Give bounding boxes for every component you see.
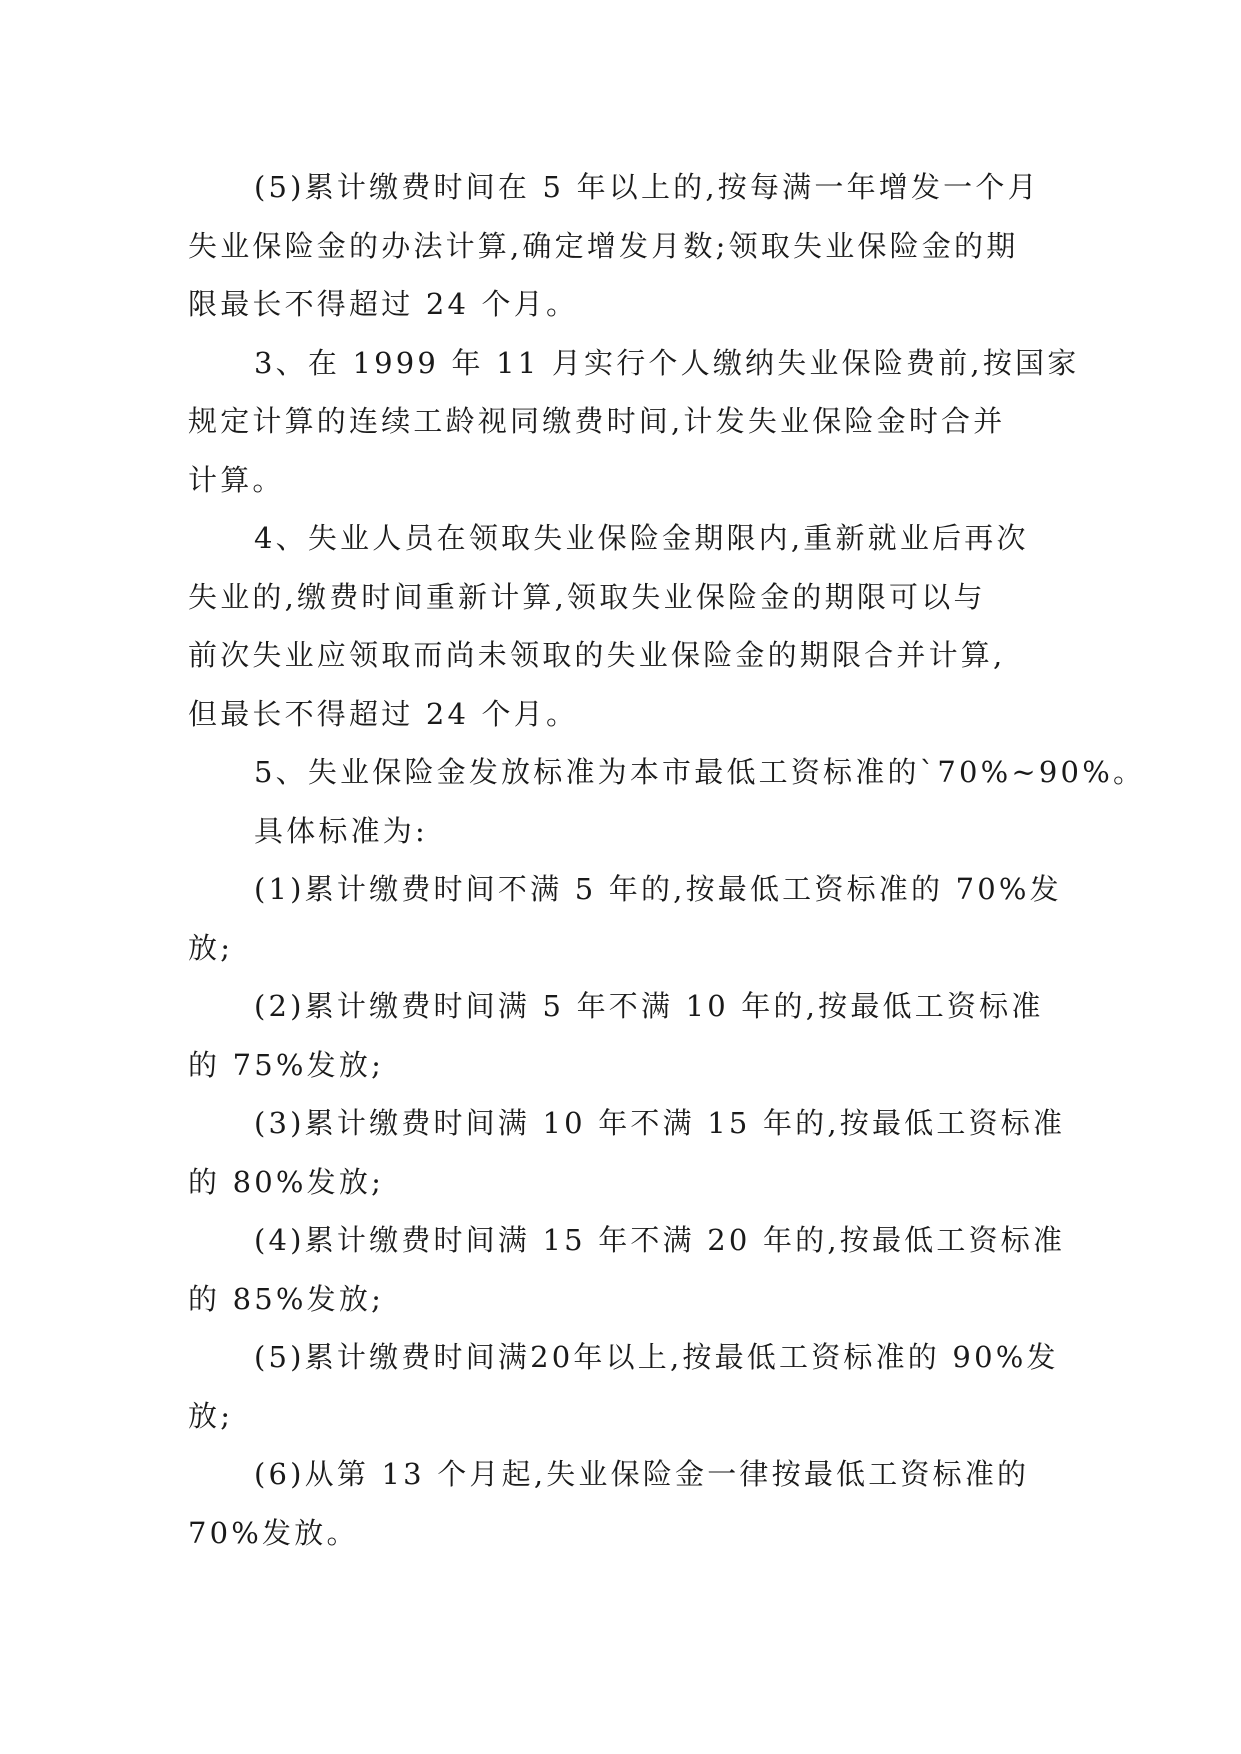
text-line: 计算。 <box>188 462 285 497</box>
text-line: 放; <box>188 930 234 965</box>
document-body <box>188 158 1146 1562</box>
text-line: (5)累计缴费时间满20年以上,按最低工资标准的 90%发 <box>254 1340 1059 1374</box>
text-line: 但最长不得超过 24 个月。 <box>188 696 579 731</box>
text-line: (4)累计缴费时间满 15 年不满 20 年的,按最低工资标准 <box>254 1223 1066 1257</box>
text-line: 失业的,缴费时间重新计算,领取失业保险金的期限可以与 <box>188 579 986 614</box>
text-line: 的 85%发放; <box>188 1281 385 1316</box>
text-line: (3)累计缴费时间满 10 年不满 15 年的,按最低工资标准 <box>254 1106 1066 1140</box>
text-line: 5、失业保险金发放标准为本市最低工资标准的`70%~90%。 <box>254 755 1146 789</box>
text-line: 放; <box>188 1398 234 1433</box>
text-line: 的 75%发放; <box>188 1047 385 1082</box>
text-line: (2)累计缴费时间满 5 年不满 10 年的,按最低工资标准 <box>254 989 1044 1023</box>
text-line: 的 80%发放; <box>188 1164 385 1199</box>
text-line: 失业保险金的办法计算,确定增发月数;领取失业保险金的期 <box>188 228 1019 263</box>
text-line: 3、在 1999 年 11 月实行个人缴纳失业保险费前,按国家 <box>254 345 1080 380</box>
text-line: (5)累计缴费时间在 5 年以上的,按每满一年增发一个月 <box>254 170 1040 204</box>
text-line: (6)从第 13 个月起,失业保险金一律按最低工资标准的 <box>254 1457 1030 1491</box>
text-line: 70%发放。 <box>188 1515 359 1550</box>
text-line: (1)累计缴费时间不满 5 年的,按最低工资标准的 70%发 <box>254 872 1062 906</box>
text-line: 限最长不得超过 24 个月。 <box>188 287 579 321</box>
text-line: 规定计算的连续工龄视同缴费时间,计发失业保险金时合并 <box>188 404 1006 438</box>
text-line: 具体标准为: <box>254 813 428 848</box>
text-line: 4、失业人员在领取失业保险金期限内,重新就业后再次 <box>254 521 1029 555</box>
text-line: 前次失业应领取而尚未领取的失业保险金的期限合并计算, <box>188 638 1006 672</box>
